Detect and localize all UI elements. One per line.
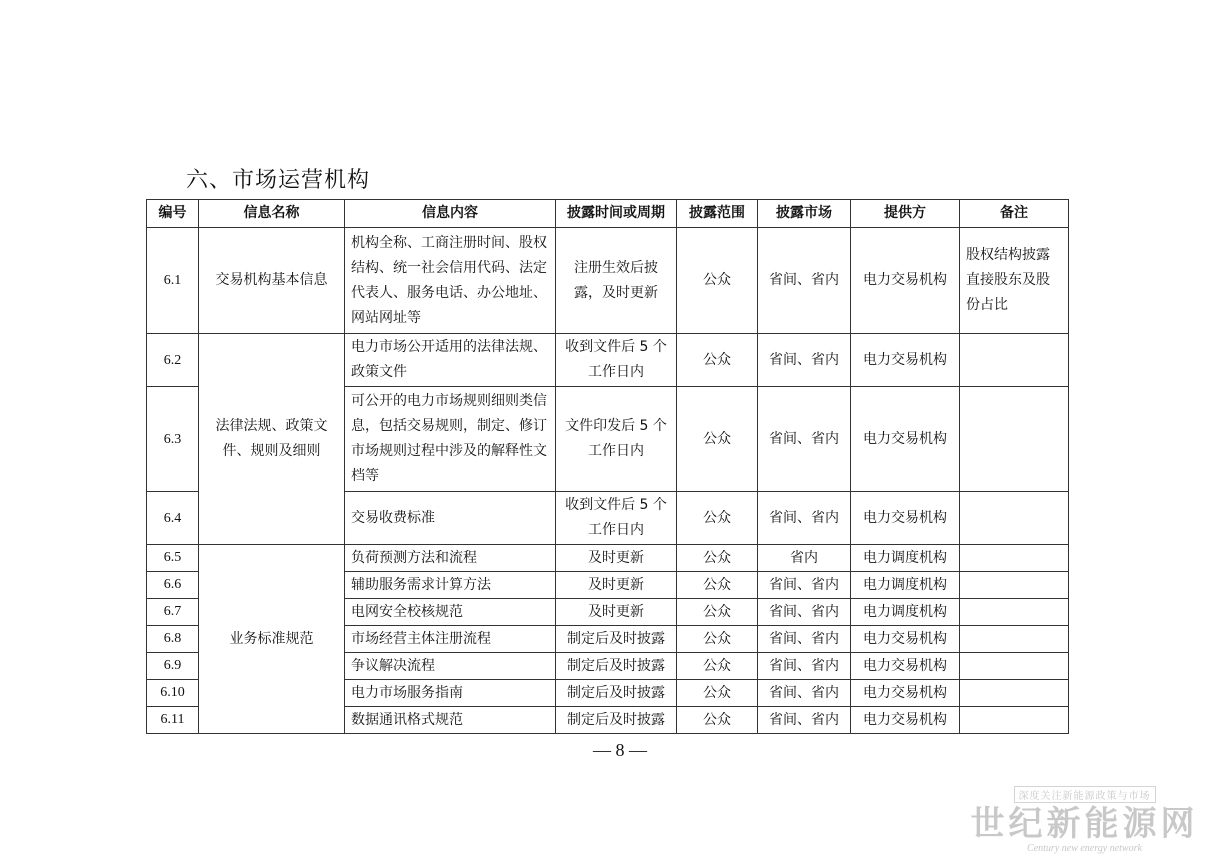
row-market: 省间、省内	[758, 707, 851, 734]
row-scope: 公众	[677, 653, 758, 680]
group-name: 业务标准规范	[199, 545, 345, 734]
row-provider: 电力交易机构	[851, 680, 960, 707]
row-market: 省内	[758, 545, 851, 572]
page-number: — 8 —	[593, 740, 647, 760]
row-num: 6.4	[147, 492, 199, 545]
row-time: 及时更新	[556, 545, 677, 572]
row-scope: 公众	[677, 545, 758, 572]
row-scope: 公众	[677, 626, 758, 653]
row-remark	[960, 492, 1069, 545]
row-content: 电力市场服务指南	[345, 680, 556, 707]
row-scope: 公众	[677, 572, 758, 599]
row-num: 6.9	[147, 653, 199, 680]
row-num: 6.11	[147, 707, 199, 734]
row-remark: 股权结构披露直接股东及股份占比	[960, 228, 1069, 334]
row-time: 制定后及时披露	[556, 626, 677, 653]
row-num: 6.7	[147, 599, 199, 626]
row-time: 及时更新	[556, 599, 677, 626]
row-remark	[960, 653, 1069, 680]
row-provider: 电力交易机构	[851, 492, 960, 545]
group-name: 交易机构基本信息	[199, 228, 345, 334]
row-content: 争议解决流程	[345, 653, 556, 680]
row-market: 省间、省内	[758, 680, 851, 707]
row-content: 数据通讯格式规范	[345, 707, 556, 734]
row-content: 机构全称、工商注册时间、股权结构、统一社会信用代码、法定代表人、服务电话、办公地址、网站网址等	[345, 228, 556, 334]
row-remark	[960, 545, 1069, 572]
watermark-logo	[967, 784, 1202, 854]
row-remark	[960, 334, 1069, 387]
table-row	[147, 545, 1069, 572]
table-row	[147, 334, 1069, 387]
row-scope: 公众	[677, 599, 758, 626]
row-remark	[960, 680, 1069, 707]
disclosure-table	[146, 199, 1069, 734]
row-time: 注册生效后披露，及时更新	[556, 228, 677, 334]
row-num: 6.3	[147, 387, 199, 492]
row-market: 省间、省内	[758, 334, 851, 387]
row-time: 制定后及时披露	[556, 707, 677, 734]
row-provider: 电力交易机构	[851, 707, 960, 734]
row-market: 省间、省内	[758, 572, 851, 599]
watermark-tagline: 深度关注新能源政策与市场	[1014, 786, 1156, 803]
row-scope: 公众	[677, 334, 758, 387]
row-market: 省间、省内	[758, 228, 851, 334]
row-content: 辅助服务需求计算方法	[345, 572, 556, 599]
header-remark: 备注	[960, 200, 1069, 228]
row-provider: 电力交易机构	[851, 334, 960, 387]
row-market: 省间、省内	[758, 653, 851, 680]
row-num: 6.5	[147, 545, 199, 572]
watermark-english: Century new energy network	[1027, 843, 1142, 854]
row-provider: 电力交易机构	[851, 626, 960, 653]
row-market: 省间、省内	[758, 599, 851, 626]
row-remark	[960, 626, 1069, 653]
row-market: 省间、省内	[758, 387, 851, 492]
row-provider: 电力交易机构	[851, 653, 960, 680]
row-remark	[960, 599, 1069, 626]
row-time: 收到文件后 5 个工作日内	[556, 334, 677, 387]
group-name: 法律法规、政策文件、规则及细则	[199, 334, 345, 545]
row-time: 制定后及时披露	[556, 680, 677, 707]
row-time: 制定后及时披露	[556, 653, 677, 680]
row-content: 电力市场公开适用的法律法规、政策文件	[345, 334, 556, 387]
row-market: 省间、省内	[758, 492, 851, 545]
row-time: 文件印发后 5 个工作日内	[556, 387, 677, 492]
row-num: 6.1	[147, 228, 199, 334]
section-title: 六、市场运营机构	[186, 168, 371, 193]
row-scope: 公众	[677, 680, 758, 707]
header-time: 披露时间或周期	[556, 200, 677, 228]
row-scope: 公众	[677, 228, 758, 334]
row-scope: 公众	[677, 387, 758, 492]
table-row	[147, 228, 1069, 334]
row-provider: 电力交易机构	[851, 387, 960, 492]
table-header-row	[147, 200, 1069, 228]
row-remark	[960, 387, 1069, 492]
header-name: 信息名称	[199, 200, 345, 228]
row-num: 6.6	[147, 572, 199, 599]
row-content: 电网安全校核规范	[345, 599, 556, 626]
row-provider: 电力交易机构	[851, 228, 960, 334]
header-provider: 提供方	[851, 200, 960, 228]
row-scope: 公众	[677, 492, 758, 545]
row-num: 6.10	[147, 680, 199, 707]
header-content: 信息内容	[345, 200, 556, 228]
row-num: 6.8	[147, 626, 199, 653]
row-content: 负荷预测方法和流程	[345, 545, 556, 572]
row-time: 收到文件后 5 个工作日内	[556, 492, 677, 545]
row-remark	[960, 572, 1069, 599]
row-num: 6.2	[147, 334, 199, 387]
header-scope: 披露范围	[677, 200, 758, 228]
row-provider: 电力调度机构	[851, 545, 960, 572]
watermark-name: 世纪新能源网	[970, 804, 1199, 844]
row-scope: 公众	[677, 707, 758, 734]
row-provider: 电力调度机构	[851, 572, 960, 599]
row-remark	[960, 707, 1069, 734]
row-content: 市场经营主体注册流程	[345, 626, 556, 653]
row-content: 可公开的电力市场规则细则类信息，包括交易规则，制定、修订市场规则过程中涉及的解释性文档等	[345, 387, 556, 492]
row-time: 及时更新	[556, 572, 677, 599]
row-provider: 电力调度机构	[851, 599, 960, 626]
header-market: 披露市场	[758, 200, 851, 228]
row-content: 交易收费标准	[345, 492, 556, 545]
header-num: 编号	[147, 200, 199, 228]
row-market: 省间、省内	[758, 626, 851, 653]
